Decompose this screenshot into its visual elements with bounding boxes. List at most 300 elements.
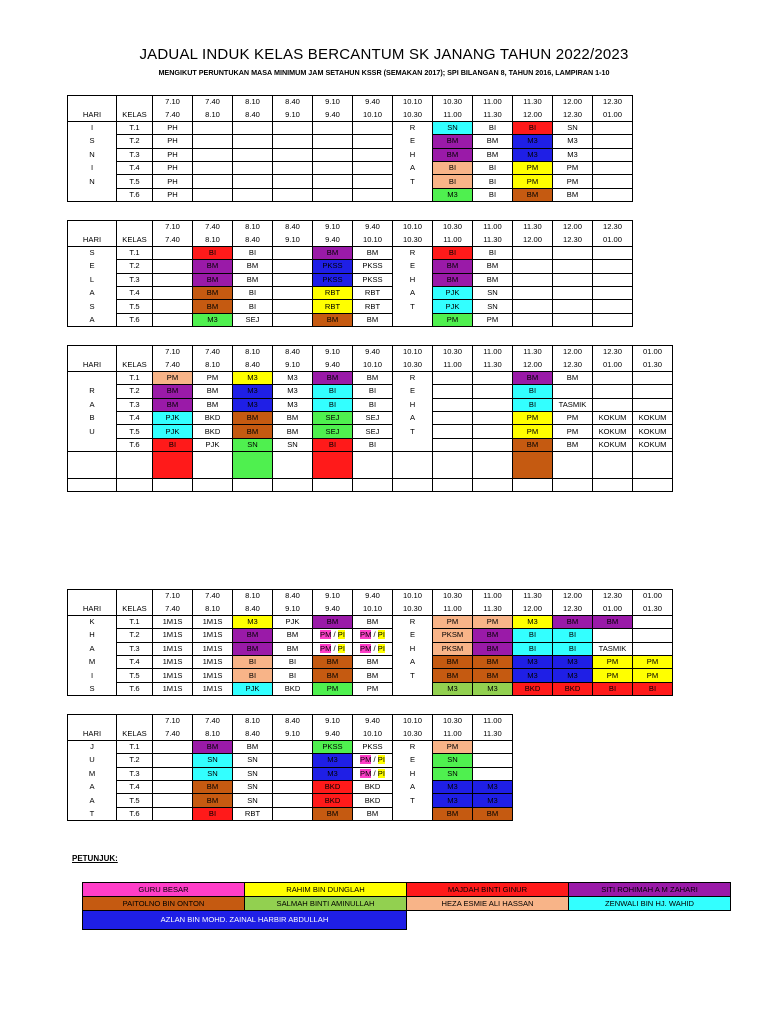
blank-cell	[633, 452, 673, 479]
time-start-cell: 11.30	[513, 346, 553, 359]
subject-cell: BM	[433, 273, 473, 286]
time-start-cell: 9.40	[353, 221, 393, 234]
subject-cell: M3	[233, 371, 273, 384]
subject-cell: 1M1S	[153, 615, 193, 628]
subject-cell: PH	[153, 188, 193, 201]
subject-cell: SN	[433, 767, 473, 780]
time-end-cell: 11.00	[433, 358, 473, 371]
subject-part: PM	[320, 630, 332, 640]
subject-cell: BKD	[273, 682, 313, 695]
table-row	[68, 655, 673, 668]
table-row	[68, 273, 633, 286]
subject-cell: M3	[313, 767, 353, 780]
time-end-cell: 10.30	[393, 358, 433, 371]
hari-header-blank	[68, 715, 117, 728]
subject-cell	[473, 754, 513, 767]
subject-cell	[553, 246, 593, 259]
blank-cell	[153, 452, 193, 479]
time-end-cell: 12.00	[513, 233, 553, 246]
time-start-cell: 11.30	[513, 221, 553, 234]
subject-cell	[593, 135, 633, 148]
subject-cell: BI	[313, 398, 353, 411]
subject-cell	[273, 754, 313, 767]
subject-cell	[593, 629, 633, 642]
blank-cell	[473, 452, 513, 479]
day-letter-cell: A	[68, 794, 117, 807]
subject-cell: SN	[233, 780, 273, 793]
subject-cell	[153, 286, 193, 299]
rehat-cell: T	[393, 175, 433, 188]
kelas-header: KELAS	[117, 602, 153, 615]
hari-header-blank	[68, 96, 117, 109]
subject-cell	[273, 794, 313, 807]
time-end-cell: 7.40	[153, 602, 193, 615]
kelas-cell: T.4	[117, 655, 153, 668]
table-row	[68, 135, 633, 148]
rehat-cell: A	[393, 161, 433, 174]
subject-cell: BM	[193, 260, 233, 273]
subject-part: PM	[360, 643, 372, 653]
kelas-cell: T.4	[117, 161, 153, 174]
subject-cell	[593, 148, 633, 161]
subject-cell: BM	[353, 655, 393, 668]
subject-cell: M3	[193, 313, 233, 326]
time-end-cell: 8.40	[233, 602, 273, 615]
blank-cell	[233, 479, 273, 492]
subject-cell	[513, 313, 553, 326]
time-end-cell: 12.00	[513, 108, 553, 121]
kelas-cell: T.6	[117, 682, 153, 695]
timetable-day-1	[67, 95, 633, 202]
subject-cell: BM	[553, 615, 593, 628]
time-end-cell: 9.10	[273, 358, 313, 371]
subject-part: PI	[377, 755, 385, 765]
time-start-cell: 11.00	[473, 346, 513, 359]
blank-cell	[433, 452, 473, 479]
time-end-cell: 01.30	[633, 358, 673, 371]
kelas-header: KELAS	[117, 358, 153, 371]
subject-cell	[353, 642, 393, 655]
subject-cell: KOKUM	[633, 411, 673, 424]
blank-cell	[553, 479, 593, 492]
subject-cell: BM	[473, 629, 513, 642]
subject-cell: SEJ	[353, 425, 393, 438]
hari-header-blank	[68, 221, 117, 234]
table-row	[68, 629, 673, 642]
subject-cell: KOKUM	[593, 425, 633, 438]
blank-cell	[233, 452, 273, 479]
subject-cell: PM	[633, 655, 673, 668]
time-start-cell: 8.40	[273, 715, 313, 728]
subject-cell: BM	[473, 642, 513, 655]
subject-cell: M3	[513, 615, 553, 628]
day-letter-cell: A	[68, 286, 117, 299]
blank-cell	[393, 479, 433, 492]
subject-cell: M3	[553, 148, 593, 161]
subject-cell: 1M1S	[153, 669, 193, 682]
subject-cell: M3	[313, 754, 353, 767]
subject-cell	[353, 121, 393, 134]
day-letter-cell: A	[68, 313, 117, 326]
time-start-cell: 7.10	[153, 715, 193, 728]
subject-cell: BKD	[313, 780, 353, 793]
blank-cell	[193, 479, 233, 492]
subject-part: PI	[377, 643, 385, 653]
kelas-cell: T.5	[117, 794, 153, 807]
subject-cell: 1M1S	[193, 615, 233, 628]
time-start-cell: 9.40	[353, 715, 393, 728]
time-end-cell: 8.10	[193, 727, 233, 740]
legend-item: GURU BESAR	[83, 883, 245, 897]
kelas-cell: T.2	[117, 385, 153, 398]
subject-cell: BM	[233, 629, 273, 642]
subject-cell: PM	[513, 161, 553, 174]
subject-cell: BM	[353, 669, 393, 682]
header-row-start	[68, 96, 633, 109]
subject-cell	[313, 642, 353, 655]
subject-cell: TASMIK	[593, 642, 633, 655]
time-end-cell: 11.30	[473, 727, 513, 740]
subject-cell: M3	[473, 682, 513, 695]
subject-cell: SEJ	[233, 313, 273, 326]
time-start-cell: 9.10	[313, 221, 353, 234]
subject-cell	[273, 780, 313, 793]
day-letter-cell: A	[68, 398, 117, 411]
subject-cell: BM	[193, 398, 233, 411]
subject-cell: BI	[433, 161, 473, 174]
subject-cell: 1M1S	[193, 642, 233, 655]
subject-cell: RBT	[313, 300, 353, 313]
subject-cell: PJK	[153, 411, 193, 424]
header-row-end	[68, 727, 513, 740]
subject-part: PI	[377, 630, 385, 640]
blank-cell	[68, 452, 117, 479]
kelas-cell: T.6	[117, 807, 153, 820]
subject-cell: BM	[193, 385, 233, 398]
subject-cell	[593, 313, 633, 326]
subject-cell	[273, 740, 313, 753]
blank-cell	[273, 479, 313, 492]
subject-cell: M3	[273, 385, 313, 398]
kelas-cell: T.3	[117, 767, 153, 780]
subject-cell	[473, 767, 513, 780]
time-end-cell: 10.10	[353, 233, 393, 246]
rehat-cell: E	[393, 260, 433, 273]
subject-cell: PM	[433, 313, 473, 326]
subject-cell	[273, 135, 313, 148]
subject-cell: PM	[553, 411, 593, 424]
subject-cell	[273, 188, 313, 201]
time-end-cell: 01.00	[593, 358, 633, 371]
table-row	[68, 286, 633, 299]
subject-cell: BM	[193, 780, 233, 793]
time-end-cell: 10.10	[353, 108, 393, 121]
subject-cell: PKSS	[313, 273, 353, 286]
rehat-cell: A	[393, 286, 433, 299]
day-letter-cell: S	[68, 300, 117, 313]
subject-cell	[233, 148, 273, 161]
kelas-cell: T.3	[117, 398, 153, 411]
subject-cell: 1M1S	[153, 682, 193, 695]
subject-cell: SN	[233, 438, 273, 451]
rehat-cell: R	[393, 615, 433, 628]
subject-cell	[633, 615, 673, 628]
legend-item: RAHIM BIN DUNGLAH	[245, 883, 407, 897]
rehat-cell	[393, 807, 433, 820]
time-start-cell: 7.40	[193, 715, 233, 728]
time-start-cell: 8.10	[233, 590, 273, 603]
subject-cell: BM	[153, 398, 193, 411]
subject-cell: BI	[513, 398, 553, 411]
subject-cell: BM	[513, 371, 553, 384]
subject-cell	[313, 135, 353, 148]
subject-cell: BM	[193, 300, 233, 313]
subject-cell	[433, 425, 473, 438]
subject-cell: BKD	[353, 794, 393, 807]
subject-cell	[153, 273, 193, 286]
subject-cell	[153, 300, 193, 313]
table-row	[68, 371, 673, 384]
time-start-cell: 12.00	[553, 590, 593, 603]
subject-cell	[633, 371, 673, 384]
subject-cell: SEJ	[353, 411, 393, 424]
kelas-header: KELAS	[117, 727, 153, 740]
time-start-cell: 8.10	[233, 221, 273, 234]
time-end-cell: 7.40	[153, 233, 193, 246]
subject-cell: BI	[193, 246, 233, 259]
time-end-cell: 01.30	[633, 602, 673, 615]
time-start-cell: 10.30	[433, 96, 473, 109]
subject-cell: M3	[233, 398, 273, 411]
subject-cell: BM	[273, 642, 313, 655]
legend-item: SALMAH BINTI AMINULLAH	[245, 897, 407, 911]
subject-cell	[273, 148, 313, 161]
rehat-cell: H	[393, 273, 433, 286]
table-row	[68, 740, 513, 753]
kelas-cell: T.1	[117, 121, 153, 134]
subject-cell	[473, 425, 513, 438]
hari-header: HARI	[68, 358, 117, 371]
subject-cell: BI	[513, 642, 553, 655]
subject-cell: BM	[433, 148, 473, 161]
time-start-cell: 8.10	[233, 96, 273, 109]
subject-cell: M3	[273, 371, 313, 384]
subject-cell	[153, 740, 193, 753]
subject-cell	[473, 438, 513, 451]
subject-cell: M3	[433, 188, 473, 201]
day-letter-cell: N	[68, 175, 117, 188]
table-row	[68, 188, 633, 201]
hari-header: HARI	[68, 233, 117, 246]
time-end-cell: 10.30	[393, 108, 433, 121]
subject-part: PI	[337, 643, 345, 653]
blank-cell	[553, 452, 593, 479]
rehat-cell: E	[393, 629, 433, 642]
time-start-cell: 12.30	[593, 221, 633, 234]
subject-cell: BM	[433, 807, 473, 820]
subject-cell: BM	[433, 135, 473, 148]
subject-cell: PM	[513, 175, 553, 188]
time-start-cell: 10.30	[433, 346, 473, 359]
subject-cell	[433, 398, 473, 411]
time-end-cell: 10.10	[353, 358, 393, 371]
rehat-cell: A	[393, 780, 433, 793]
kelas-cell: T.2	[117, 754, 153, 767]
table-row	[68, 780, 513, 793]
table-row	[68, 425, 673, 438]
time-end-cell: 01.00	[593, 233, 633, 246]
subject-cell: SN	[433, 121, 473, 134]
legend-item: SITI ROHIMAH A M ZAHARI	[569, 883, 731, 897]
subject-part: PI	[377, 768, 385, 778]
subject-cell: PM	[433, 615, 473, 628]
header-row-start	[68, 715, 513, 728]
subject-cell: PM	[313, 682, 353, 695]
time-end-cell: 12.00	[513, 358, 553, 371]
subject-cell	[153, 246, 193, 259]
subject-cell: BI	[513, 629, 553, 642]
time-start-cell: 9.10	[313, 590, 353, 603]
rehat-cell	[393, 438, 433, 451]
time-start-cell: 7.40	[193, 346, 233, 359]
blank-cell	[473, 479, 513, 492]
time-end-cell: 12.00	[513, 602, 553, 615]
kelas-header-blank	[117, 715, 153, 728]
timetable-day-5	[67, 714, 513, 821]
subject-cell	[153, 807, 193, 820]
subject-cell: BM	[193, 740, 233, 753]
hari-header: HARI	[68, 602, 117, 615]
hari-header-blank	[68, 346, 117, 359]
subject-cell: M3	[513, 135, 553, 148]
subject-cell: BM	[313, 655, 353, 668]
time-start-cell: 9.10	[313, 715, 353, 728]
subject-cell: PM	[153, 371, 193, 384]
subject-cell: PM	[473, 615, 513, 628]
kelas-cell: T.5	[117, 300, 153, 313]
table-row	[68, 385, 673, 398]
blank-cell	[313, 479, 353, 492]
time-start-cell: 12.00	[553, 221, 593, 234]
rehat-cell: R	[393, 121, 433, 134]
day-letter-cell	[68, 371, 117, 384]
time-start-cell: 7.10	[153, 590, 193, 603]
header-row-start	[68, 590, 673, 603]
day-letter-cell: S	[68, 135, 117, 148]
subject-cell: BM	[473, 273, 513, 286]
hari-header-blank	[68, 590, 117, 603]
subject-cell: BI	[633, 682, 673, 695]
subject-cell	[153, 313, 193, 326]
subject-cell: BM	[433, 260, 473, 273]
subject-cell	[273, 313, 313, 326]
time-end-cell: 7.40	[153, 727, 193, 740]
day-letter-cell: U	[68, 754, 117, 767]
time-start-cell: 10.30	[433, 221, 473, 234]
subject-cell: PM	[473, 313, 513, 326]
subject-cell	[433, 438, 473, 451]
subject-cell	[593, 286, 633, 299]
subject-cell: M3	[513, 148, 553, 161]
time-end-cell: 11.30	[473, 108, 513, 121]
table-row	[68, 767, 513, 780]
time-start-cell: 8.10	[233, 346, 273, 359]
subject-cell	[593, 385, 633, 398]
time-start-cell: 10.30	[433, 715, 473, 728]
subject-cell: BI	[273, 655, 313, 668]
time-start-cell: 11.00	[473, 221, 513, 234]
subject-cell	[593, 246, 633, 259]
time-start-cell: 9.10	[313, 96, 353, 109]
time-start-cell: 12.30	[593, 590, 633, 603]
subject-cell: BM	[313, 313, 353, 326]
rehat-cell: H	[393, 148, 433, 161]
subject-cell: BM	[473, 669, 513, 682]
subject-cell: BM	[353, 313, 393, 326]
time-end-cell: 8.40	[233, 727, 273, 740]
table-row	[68, 411, 673, 424]
subject-cell	[313, 121, 353, 134]
time-start-cell: 10.10	[393, 96, 433, 109]
kelas-cell: T.1	[117, 615, 153, 628]
time-end-cell: 11.00	[433, 602, 473, 615]
subject-cell	[473, 411, 513, 424]
blank-cell	[633, 479, 673, 492]
subject-part: /	[331, 630, 338, 640]
rehat-cell	[393, 313, 433, 326]
subject-cell: BI	[593, 682, 633, 695]
subject-cell	[553, 273, 593, 286]
subject-cell	[633, 385, 673, 398]
kelas-cell: T.2	[117, 135, 153, 148]
subject-cell: M3	[513, 669, 553, 682]
subject-cell: BM	[313, 669, 353, 682]
subject-cell: PM	[593, 669, 633, 682]
subject-cell	[153, 754, 193, 767]
day-letter-cell: L	[68, 273, 117, 286]
legend-table	[82, 882, 731, 930]
subject-cell	[273, 175, 313, 188]
subject-cell: SN	[193, 767, 233, 780]
subject-cell: M3	[553, 669, 593, 682]
subject-cell: BM	[193, 273, 233, 286]
time-end-cell: 9.40	[313, 108, 353, 121]
subject-cell: M3	[553, 135, 593, 148]
kelas-cell: T.3	[117, 273, 153, 286]
time-end-cell: 8.40	[233, 233, 273, 246]
subject-cell	[473, 371, 513, 384]
kelas-cell: T.6	[117, 313, 153, 326]
subject-cell: SN	[473, 286, 513, 299]
time-end-cell: 11.30	[473, 602, 513, 615]
time-start-cell: 7.40	[193, 96, 233, 109]
subject-cell	[593, 398, 633, 411]
subject-cell	[233, 135, 273, 148]
subject-cell	[593, 175, 633, 188]
subject-cell: KOKUM	[593, 438, 633, 451]
subject-cell	[633, 629, 673, 642]
subject-cell	[593, 371, 633, 384]
subject-cell: BKD	[193, 425, 233, 438]
subject-cell: SEJ	[313, 425, 353, 438]
subject-cell: M3	[233, 385, 273, 398]
time-end-cell: 9.40	[313, 602, 353, 615]
time-start-cell: 11.00	[473, 590, 513, 603]
day-letter-cell: S	[68, 246, 117, 259]
subject-cell	[553, 385, 593, 398]
day-letter-cell: A	[68, 780, 117, 793]
subject-cell: RBT	[313, 286, 353, 299]
